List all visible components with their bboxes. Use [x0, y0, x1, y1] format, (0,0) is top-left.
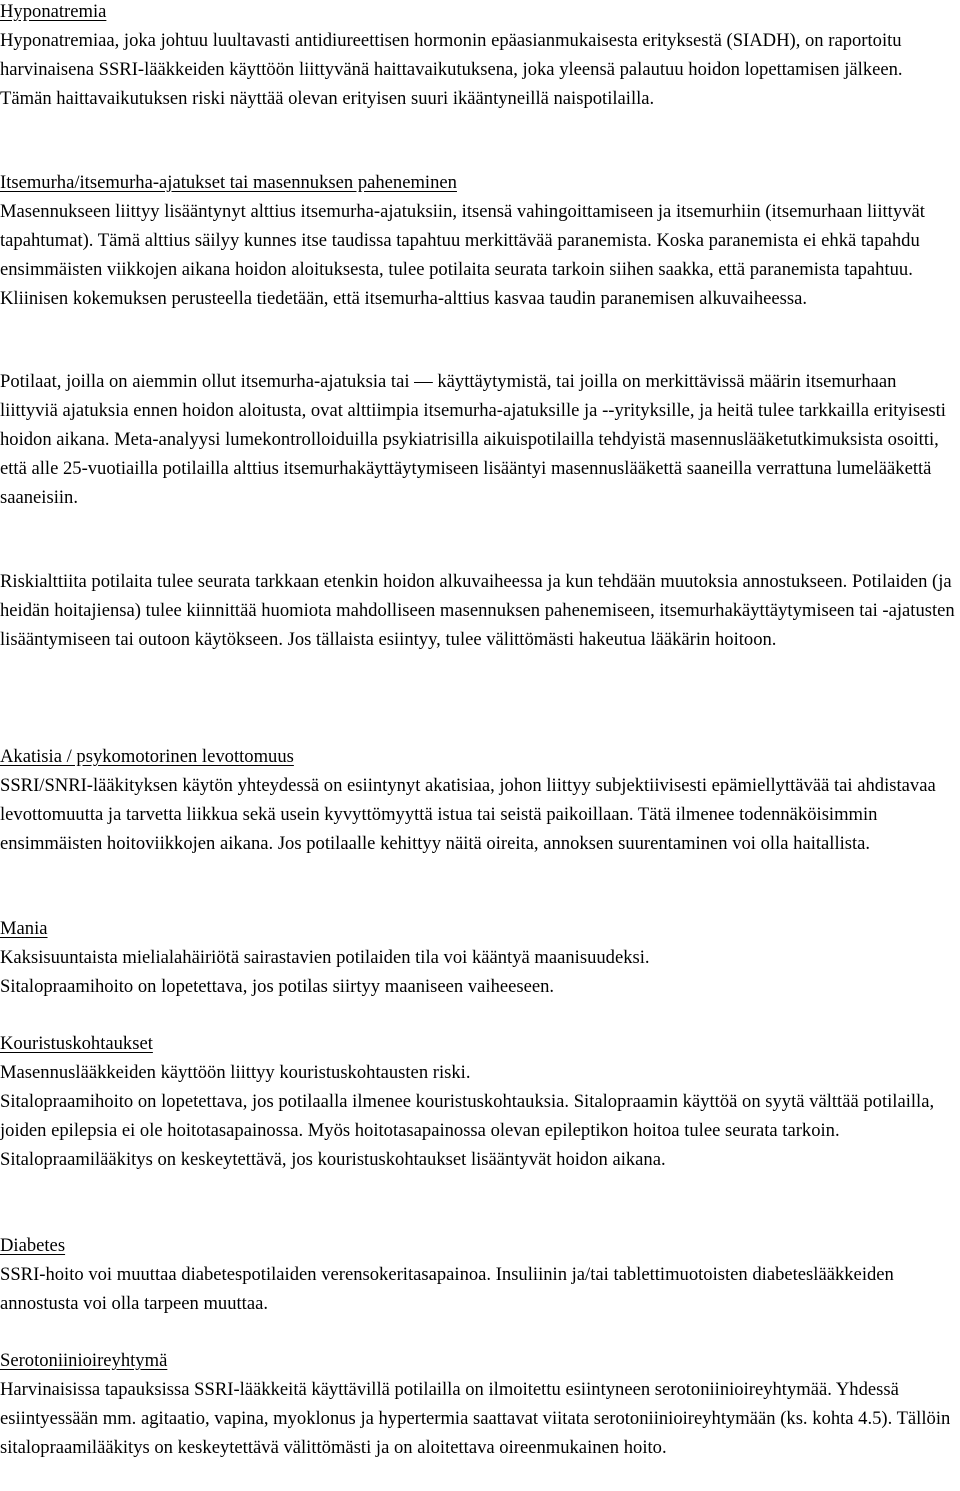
paragraph: Harvinaisissa tapauksissa SSRI-lääkkeitä käyttävillä potilailla on ilmoitettu esiintyneen serotoniinioireyhtymää. Yhdessä esiintyessään mm. agitaatio, vapina, myoklonus ja hypertermia saattavat viitata serotoniinioireyhtymään (ks. kohta 4.5). Tällöin sitalopraamilääkitys on keskeytettävä välittömästi ja on aloitettava oireenmukainen hoito. — [0, 1379, 951, 1458]
section-itsemurha-monitoring — [0, 567, 958, 654]
section-heading: Mania — [0, 918, 48, 939]
paragraph: Sitalopraamihoito on lopetettava, jos potilas siirtyy maaniseen vaiheeseen. — [0, 976, 555, 997]
section-akatisia — [0, 742, 958, 858]
section-heading: Diabetes — [0, 1235, 66, 1256]
paragraph: SSRI-hoito voi muuttaa diabetespotilaiden verensokeritasapainoa. Insuliinin ja/tai tablettimuotoisten diabeteslääkkeiden annostusta voi olla tarpeen muuttaa. — [0, 1264, 894, 1314]
paragraph: Hyponatremiaa, joka johtuu luultavasti antidiureettisen hormonin epäasianmukaisesta erityksestä (SIADH), on raportoitu harvinaisena SSRI-lääkkeiden käyttöön liittyvänä haittavaikutuksena, joka yleensä palautuu hoidon lopettamisen jälkeen. Tämän haittavaikutuksen riski näyttää olevan erityisen suuri ikääntyneillä naispotilailla. — [0, 30, 903, 109]
paragraph: SSRI/SNRI-lääkityksen käytön yhteydessä on esiintynyt akatisiaa, johon liittyy subjektiivisesti epämiellyttävää tai ahdistavaa levottomuutta ja tarvetta liikkua sekä usein kyvyttömyyttä istua tai seistä paikoillaan. Tätä ilmenee todennäköisimmin ensimmäisten hoitoviikkojen aikana. Jos potilaalle kehittyy näitä oireita, annoksen suurentaminen voi olla haitallista. — [0, 775, 936, 854]
section-heading: Kouristuskohtaukset — [0, 1033, 153, 1054]
paragraph: Potilaat, joilla on aiemmin ollut itsemurha-ajatuksia tai — käyttäytymistä, tai joilla on merkittävissä määrin itsemurhaan liittyviä ajatuksia ennen hoidon aloitusta, ovat alttiimpia itsemurha-ajatuksille ja --yrityksille, ja heitä tulee tarkkailla erityisesti hoidon aikana. Meta-analyysi lumekontrolloiduilla psykiatrisilla aikuispotilailla tehdyistä masennuslääketutkimuksista osoitti, että alle 25-vuotiailla potilailla alttius itsemurhakäyttäytymiseen lisääntyi masennuslääkettä saaneilla verrattuna lumelääkettä saaneisiin. — [0, 371, 946, 508]
section-mania — [0, 914, 958, 1001]
paragraph: Sitalopraamihoito on lopetettava, jos potilaalla ilmenee kouristuskohtauksia. Sitalopraamin käyttöä on syytä välttää potilailla, joiden epilepsia ei ole hoitotasapainossa. Myös hoitotasapainossa olevan epileptikon hoitoa tulee seurata tarkoin. Sitalopraamilääkitys on keskeytettävä, jos kouristuskohtaukset lisääntyvät hoidon aikana. — [0, 1091, 935, 1170]
paragraph: Riskialttiita potilaita tulee seurata tarkkaan etenkin hoidon alkuvaiheessa ja kun tehdään muutoksia annostukseen. Potilaiden (ja heidän hoitajiensa) tulee kiinnittää huomiota mahdolliseen masennuksen pahenemiseen, itsemurhakäyttäytymiseen tai -ajatusten lisääntymiseen tai outoon käytökseen. Jos tällaista esiintyy, tulee välittömästi hakeutua lääkärin hoitoon. — [0, 571, 955, 650]
section-itsemurha-continued — [0, 367, 958, 512]
section-kouristuskohtaukset — [0, 1029, 958, 1174]
section-itsemurha — [0, 168, 958, 313]
paragraph: Masennukseen liittyy lisääntynyt alttius itsemurha-ajatuksiin, itsensä vahingoittamiseen ja itsemurhiin (itsemurhaan liittyvät tapahtumat). Tämä alttius säilyy kunnes itse taudissa tapahtuu merkittävää paranemista. Koska paranemista ei ehkä tapahdu ensimmäisten viikkojen aikana hoidon aloituksesta, tulee potilaita seurata tarkoin siihen saakka, että paranemista tapahtuu. Kliinisen kokemuksen perusteella tiedetään, että itsemurha-alttius kasvaa taudin paranemisen alkuvaiheessa. — [0, 201, 925, 309]
section-serotoniinioireyhtyma — [0, 1346, 958, 1462]
section-hyponatremia — [0, 0, 958, 113]
section-heading: Hyponatremia — [0, 1, 107, 22]
paragraph: Kaksisuuntaista mielialahäiriötä sairastavien potilaiden tila voi kääntyä maanisuudeksi. — [0, 947, 650, 968]
section-heading: Serotoniinioireyhtymä — [0, 1350, 168, 1371]
paragraph: Masennuslääkkeiden käyttöön liittyy kouristuskohtausten riski. — [0, 1062, 471, 1083]
section-heading: Itsemurha/itsemurha-ajatukset tai masennuksen paheneminen — [0, 172, 457, 193]
section-heading: Akatisia / psykomotorinen levottomuus — [0, 746, 294, 767]
section-diabetes — [0, 1231, 958, 1318]
